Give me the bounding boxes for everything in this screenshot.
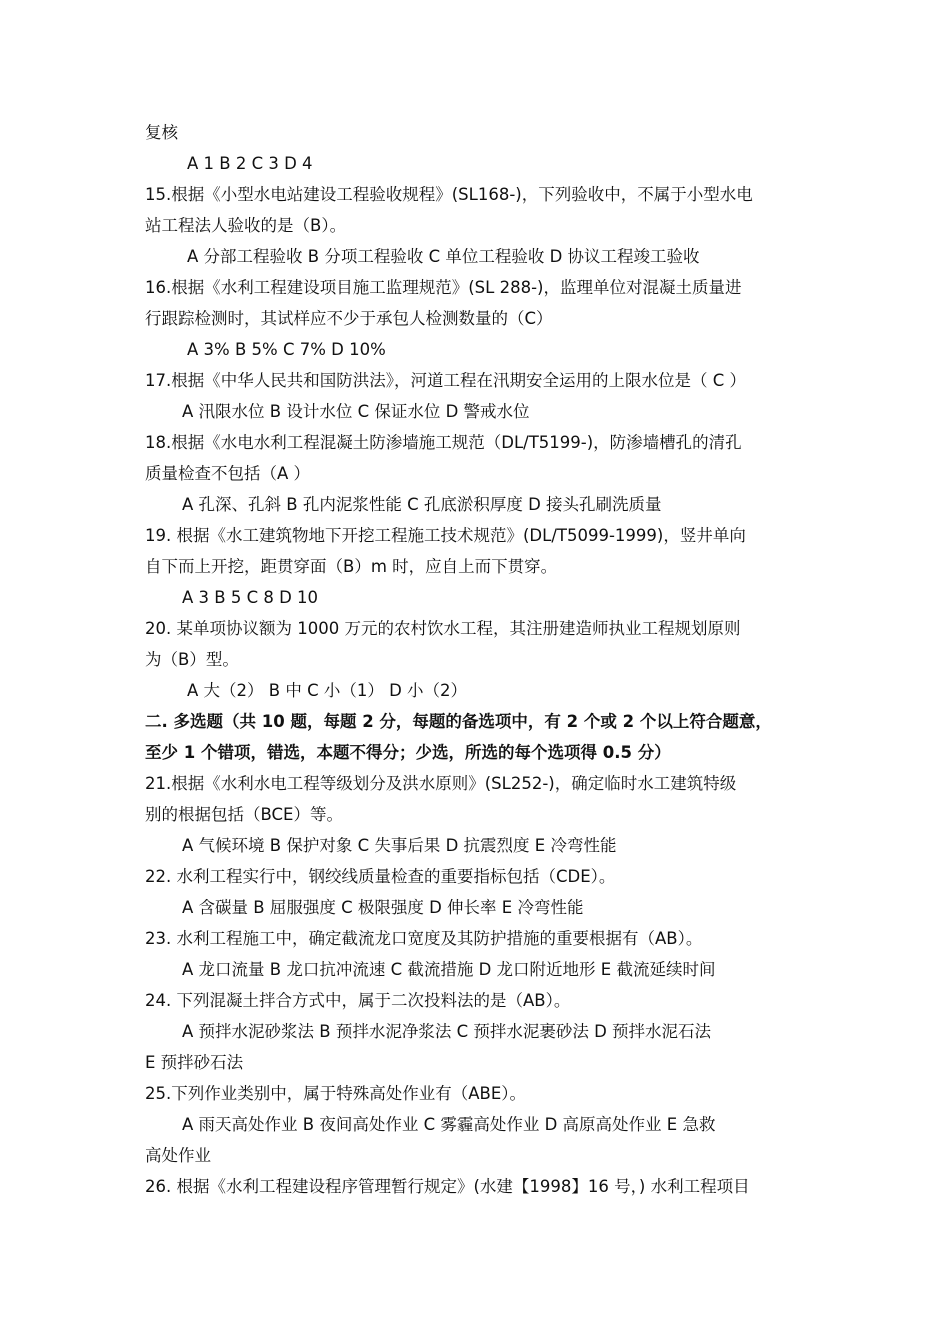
text-line: A 1 B 2 C 3 D 4: [187, 154, 313, 173]
text-line: 21.根据《水利水电工程等级划分及洪水原则》(SL252-)，确定临时水工建筑特级: [145, 774, 737, 793]
section-heading-line: 至少 1 个错项，错选，本题不得分；少选，所选的每个选项得 0.5 分）: [145, 743, 671, 762]
document-body: [145, 117, 810, 1202]
text-line: A 汛限水位 B 设计水位 C 保证水位 D 警戒水位: [182, 402, 530, 421]
text-line: 19. 根据《水工建筑物地下开挖工程施工技术规范》(DL/T5099-1999)，竖井单向: [145, 526, 746, 545]
text-line: A 3 B 5 C 8 D 10: [182, 588, 319, 607]
text-line: E 预拌砂石法: [145, 1053, 244, 1072]
text-line: 质量检查不包括（A ）: [145, 464, 311, 483]
text-line: 20. 某单项协议额为 1000 万元的农村饮水工程，其注册建造师执业工程规划原则: [145, 619, 741, 638]
text-line: 18.根据《水电水利工程混凝土防渗墙施工规范（DL/T5199-)，防渗墙槽孔的清孔: [145, 433, 742, 452]
text-line: 26. 根据《水利工程建设程序管理暂行规定》(水建【1998】16 号，) 水利工程项目: [145, 1177, 750, 1196]
section-heading-line: 二. 多选题（共 10 题，每题 2 分，每题的备选项中，有 2 个或 2 个以上符合题意，: [145, 712, 772, 731]
text-line: A 3% B 5% C 7% D 10%: [187, 340, 386, 359]
text-line: 复核: [145, 123, 178, 142]
text-line: 22. 水利工程实行中，钢绞线质量检查的重要指标包括（CDE）。: [145, 867, 616, 886]
text-line: 23. 水利工程施工中，确定截流龙口宽度及其防护措施的重要根据有（AB）。: [145, 929, 703, 948]
text-line: A 分部工程验收 B 分项工程验收 C 单位工程验收 D 协议工程竣工验收: [187, 247, 700, 266]
text-line: 17.根据《中华人民共和国防洪法》，河道工程在汛期安全运用的上限水位是（ C ）: [145, 371, 747, 390]
text-line: 24. 下列混凝土拌合方式中，属于二次投料法的是（AB）。: [145, 991, 571, 1010]
text-line: 行跟踪检测时，其试样应不少于承包人检测数量的（C）: [145, 309, 553, 328]
text-line: A 龙口流量 B 龙口抗冲流速 C 截流措施 D 龙口附近地形 E 截流延续时间: [182, 960, 716, 979]
text-line: 高处作业: [145, 1146, 211, 1165]
text-line: 25.下列作业类别中，属于特殊高处作业有（ABE）。: [145, 1084, 527, 1103]
text-line: A 预拌水泥砂浆法 B 预拌水泥净浆法 C 预拌水泥裹砂法 D 预拌水泥石法: [182, 1022, 712, 1041]
text-line: A 大（2） B 中 C 小（1） D 小（2）: [187, 681, 468, 700]
text-line: 16.根据《水利工程建设项目施工监理规范》(SL 288-)，监理单位对混凝土质量进: [145, 278, 742, 297]
text-line: A 含碳量 B 屈服强度 C 极限强度 D 伸长率 E 冷弯性能: [182, 898, 584, 917]
text-line: 站工程法人验收的是（B）。: [145, 216, 347, 235]
text-line: 为（B）型。: [145, 650, 239, 669]
text-line: A 气候环境 B 保护对象 C 失事后果 D 抗震烈度 E 冷弯性能: [182, 836, 617, 855]
text-line: 15.根据《小型水电站建设工程验收规程》(SL168-)，下列验收中，不属于小型水电: [145, 185, 753, 204]
text-line: A 雨天高处作业 B 夜间高处作业 C 雾霾高处作业 D 高原高处作业 E 急救: [182, 1115, 716, 1134]
text-line: 别的根据包括（BCE）等。: [145, 805, 343, 824]
text-line: A 孔深、孔斜 B 孔内泥浆性能 C 孔底淤积厚度 D 接头孔刷洗质量: [182, 495, 662, 514]
text-line: 自下而上开挖，距贯穿面（B）m 时，应自上而下贯穿。: [145, 557, 558, 576]
